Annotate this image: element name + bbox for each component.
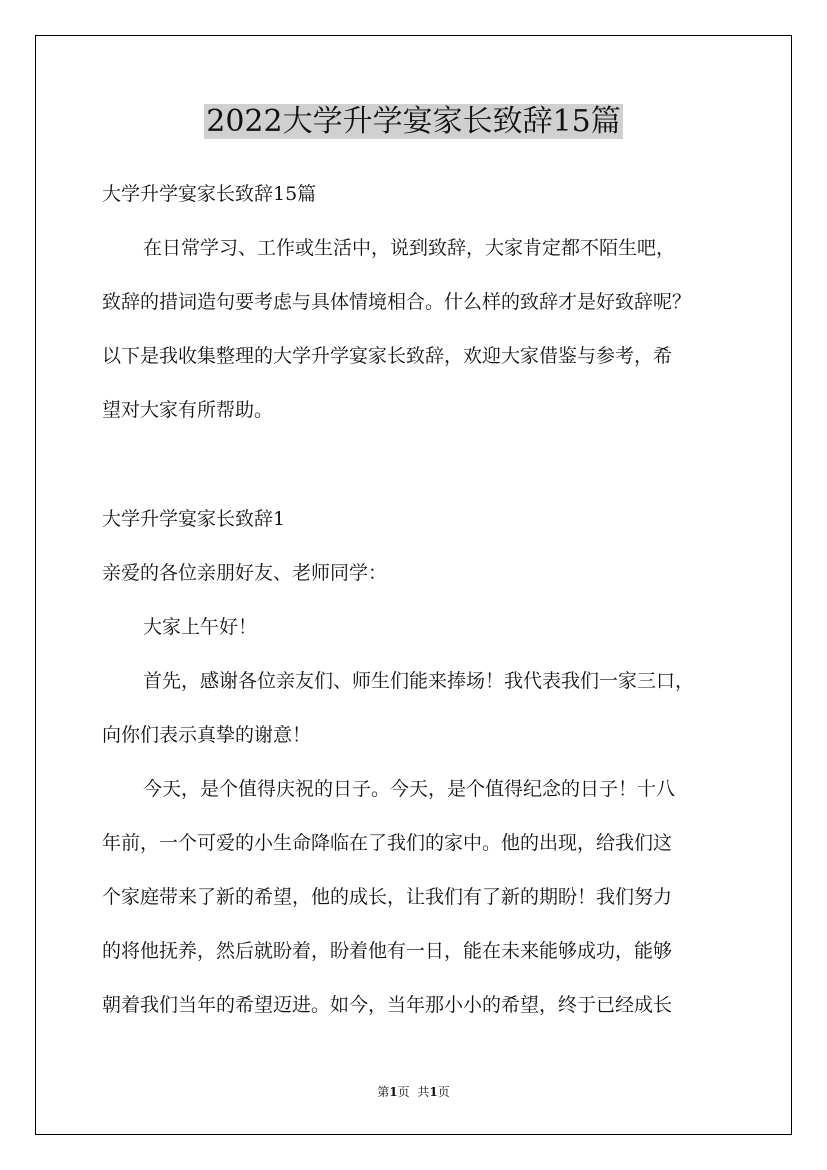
salutation: 亲爱的各位亲朋好友、老师同学：: [102, 562, 388, 584]
intro-line: 以下是我收集整理的大学升学宴家长致辞，欢迎大家借鉴与参考，希: [102, 345, 673, 367]
intro-line: 望对大家有所帮助。: [102, 399, 274, 421]
paragraph-line: 年前，一个可爱的小生命降临在了我们的家中。他的出现，给我们这: [102, 832, 673, 854]
paragraph-line: 向你们表示真挚的谢意！: [102, 724, 312, 746]
paragraph-line: 的将他抚养，然后就盼着，盼着他有一日，能在未来能够成功，能够: [102, 940, 673, 962]
total-pages: 1: [429, 1085, 438, 1099]
document-title-text: 2022大学升学宴家长致辞15篇: [206, 104, 621, 139]
page-number: 1: [389, 1085, 398, 1099]
intro-line: 致辞的措词造句要考虑与具体情境相合。什么样的致辞才是好致辞呢？: [102, 291, 692, 313]
total-suffix: 页: [437, 1085, 450, 1099]
paragraph-line: 首先，感谢各位亲友们、师生们能来捧场！我代表我们一家三口，: [143, 670, 695, 692]
intro-line: 在日常学习、工作或生活中，说到致辞，大家肯定都不陌生吧，: [143, 237, 676, 259]
page-footer: [0, 1084, 827, 1100]
greeting: 大家上午好！: [143, 616, 258, 638]
page-prefix: 第: [377, 1085, 390, 1099]
paragraph-line: 朝着我们当年的希望迈进。如今，当年那小小的希望，终于已经成长: [102, 994, 673, 1016]
paragraph-line: 个家庭带来了新的希望，他的成长，让我们有了新的期盼！我们努力: [102, 886, 673, 908]
paragraph-line: 今天，是个值得庆祝的日子。今天，是个值得纪念的日子！十八: [143, 778, 676, 800]
document-title: [0, 100, 827, 144]
page-suffix: 页: [397, 1085, 410, 1099]
total-prefix: 共: [417, 1085, 430, 1099]
section-heading: 大学升学宴家长致辞1: [102, 508, 286, 530]
document-subtitle: 大学升学宴家长致辞15篇: [102, 183, 317, 205]
